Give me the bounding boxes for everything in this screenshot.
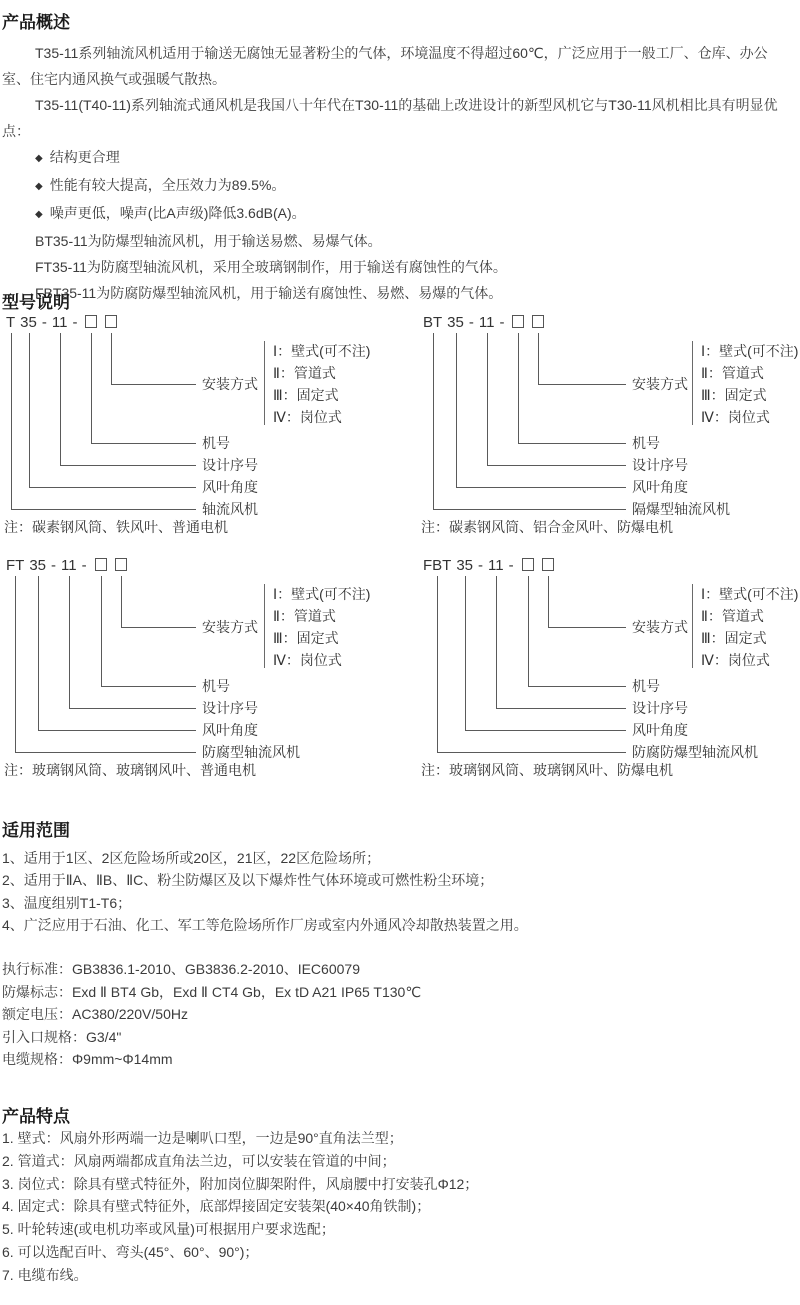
connector-line [456,333,457,487]
connector-line [548,576,549,627]
connector-line [465,576,466,730]
connector-line [437,576,438,752]
feature-item: 1. 壁式：风扇外形两端一边是喇叭口型，一边是90°直角法兰型； [2,1130,403,1146]
connector-line [433,509,626,510]
diagram-label: 防腐防爆型轴流风机 [632,744,758,760]
spec-lines [2,958,794,1071]
model-code [6,315,122,331]
connector-line [121,627,196,628]
model-code-token: 11 [61,557,77,574]
install-option: Ⅳ：岗位式 [701,409,770,425]
model-size-box-icon [105,315,117,328]
model-code-token: - [51,557,57,574]
connector-line [538,384,626,385]
diagram-label: 风叶角度 [202,479,258,495]
model-code [423,315,549,331]
diagram-label: 机号 [202,435,230,451]
section-heading-overview: 产品概述 [2,13,70,32]
model-size-box-icon [522,558,534,571]
model-diagrams [0,315,800,787]
model-code-token: - [508,557,514,574]
diamond-bullet-icon: ◆ [35,209,43,220]
connector-line [60,333,61,465]
section-heading-scope: 适用范围 [2,821,70,840]
connector-line [437,752,626,753]
connector-line [29,333,30,487]
install-option: Ⅱ：管道式 [273,608,336,624]
diamond-bullet-icon: ◆ [35,153,43,164]
connector-line [518,443,626,444]
connector-line [496,708,626,709]
connector-line [60,465,196,466]
section-heading-model: 型号说明 [2,293,70,312]
connector-line [496,576,497,708]
diagram-label: 安装方式 [202,376,258,392]
model-code [423,558,559,574]
feature-item: 2. 管道式：风扇两端都成直角法兰边，可以安装在管道的中间； [2,1152,396,1169]
model-code-token: T [6,314,16,331]
connector-line [528,686,626,687]
spec-line: 引入口规格：G3/4" [2,1028,122,1045]
options-bracket-line [264,341,265,425]
bullet-text: 性能有较大提高，全压效力为89.5%。 [49,177,286,193]
diagram-label: 安装方式 [202,619,258,635]
options-bracket-line [264,584,265,668]
connector-line [465,730,626,731]
connector-line [101,686,196,687]
model-code-token: - [478,557,484,574]
connector-line [518,333,519,443]
model-code-token: - [41,314,47,331]
diagram-label: 设计序号 [202,457,258,473]
overview-paragraph: T35-11系列轴流风机适用于输送无腐蚀无显著粉尘的气体，环境温度不得超过60℃，广泛应用于一般工厂、仓库、办公室、住宅内通风换气或强暖气散热。 [2,45,768,87]
connector-line [111,333,112,384]
model-code-token: BT [423,314,443,331]
model-code [6,558,132,574]
variant-note-line: FT35-11为防腐型轴流风机，采用全玻璃钢制作，用于输送有腐蚀性的气体。 [35,259,507,275]
diagram-label: 机号 [202,678,230,694]
connector-line [111,384,196,385]
connector-line [29,487,196,488]
feature-item: 4. 固定式：除具有壁式特征外，底部焊接固定安装架(40×40角铁制)； [2,1198,431,1215]
model-size-box-icon [85,315,97,328]
install-option: Ⅱ：管道式 [701,365,764,381]
connector-line [538,333,539,384]
model-code-token: 35 [456,557,474,574]
model-code-token: - [81,557,87,574]
diagram-label: 风叶角度 [202,722,258,738]
connector-line [101,576,102,686]
install-option: Ⅰ：壁式(可不注) [273,343,371,359]
spec-line: 电缆规格：Φ9mm~Φ14mm [2,1051,173,1068]
diamond-bullet-icon: ◆ [35,181,43,192]
connector-line [121,576,122,627]
diagram-label: 机号 [632,678,660,694]
feature-item: 3. 岗位式：除具有壁式特征外，附加岗位脚架附件，风扇腰中打安装孔Φ12； [2,1175,479,1192]
connector-line [69,708,196,709]
connector-line [15,576,16,752]
model-diagram-fbt35 [421,558,800,796]
model-size-box-icon [512,315,524,328]
spec-line: 额定电压：AC380/220V/50Hz [2,1006,188,1023]
connector-line [11,509,196,510]
install-option: Ⅰ：壁式(可不注) [701,343,799,359]
overview-bullet [2,200,794,228]
diagram-label: 设计序号 [202,700,258,716]
model-code-token: 35 [29,557,47,574]
feature-item: 6. 可以选配百叶、弯头(45°、60°、90°)； [2,1243,259,1260]
bullet-text: 结构更合理 [49,149,120,165]
install-option: Ⅲ：固定式 [273,630,339,646]
overview-bullet [2,172,794,200]
install-option: Ⅱ：管道式 [273,365,336,381]
install-option: Ⅲ：固定式 [273,387,339,403]
connector-line [69,576,70,708]
install-option: Ⅱ：管道式 [701,608,764,624]
diagram-label: 设计序号 [632,457,688,473]
scope-item: 1、适用于1区、2区危险场所或20区，21区，22区危险场所； [2,850,381,866]
section-heading-features: 产品特点 [2,1107,70,1126]
model-code-token: 11 [488,557,504,574]
connector-line [11,333,12,509]
scope-item: 3、温度组别T1-T6； [2,894,132,911]
model-code-token: 35 [20,314,37,331]
model-code-token: 35 [447,314,464,331]
model-code-token: FT [6,557,25,574]
connector-line [487,465,626,466]
bullet-text: 噪声更低，噪声(比A声级)降低3.6dB(A)。 [49,205,306,221]
overview-body [2,40,794,306]
diagram-note: 注：玻璃钢风筒、玻璃钢风叶、防爆电机 [421,762,673,778]
connector-line [528,576,529,686]
options-bracket-line [692,584,693,668]
connector-line [456,487,626,488]
diagram-label: 隔爆型轴流风机 [632,501,730,517]
diagram-label: 设计序号 [632,700,688,716]
model-code-token: - [468,314,474,331]
diagram-label: 轴流风机 [202,501,258,517]
spec-line: 防爆标志：Exd Ⅱ BT4 Gb，Exd Ⅱ CT4 Gb，Ex tD A21 IP65 T130℃ [2,983,422,1000]
install-option: Ⅲ：固定式 [701,630,767,646]
install-option: Ⅰ：壁式(可不注) [701,586,799,602]
model-size-box-icon [115,558,127,571]
connector-line [91,333,92,443]
connector-line [548,627,626,628]
spec-line: 执行标准：GB3836.1-2010、GB3836.2-2010、IEC60079 [2,961,360,977]
scope-item: 4、广泛应用于石油、化工、军工等危险场所作厂房或室内外通风冷却散热装置之用。 [2,917,528,934]
model-size-box-icon [95,558,107,571]
feature-item: 7. 电缆布线。 [2,1266,88,1283]
model-diagram-ft35 [4,558,383,796]
diagram-label: 机号 [632,435,660,451]
diagram-note: 注：碳素钢风筒、铁风叶、普通电机 [4,519,228,535]
model-code-token: 11 [51,314,68,331]
overview-paragraph: T35-11(T40-11)系列轴流式通风机是我国八十年代在T30-11的基础上改进设计的新型风机它与T30-11风机相比具有明显优点： [2,97,778,139]
connector-line [15,752,196,753]
model-code-token: FBT [423,557,452,574]
diagram-note: 注：玻璃钢风筒、玻璃钢风叶、普通电机 [4,762,256,778]
connector-line [91,443,196,444]
feature-item: 5. 叶轮转速(或电机功率或风量)可根据用户要求选配； [2,1221,335,1238]
diagram-label: 风叶角度 [632,479,688,495]
connector-line [38,730,196,731]
install-option: Ⅳ：岗位式 [701,652,770,668]
install-option: Ⅳ：岗位式 [273,652,342,668]
connector-line [433,333,434,509]
connector-line [38,576,39,730]
model-code-token: 11 [478,314,495,331]
connector-line [487,333,488,465]
diagram-label: 防腐型轴流风机 [202,744,300,760]
install-option: Ⅰ：壁式(可不注) [273,586,371,602]
diagram-label: 安装方式 [632,376,688,392]
model-code-token: - [499,314,505,331]
diagram-label: 安装方式 [632,619,688,635]
scope-items [2,847,794,937]
variant-note-line: BT35-11为防爆型轴流风机，用于输送易燃、易爆气体。 [35,233,382,249]
feature-items [2,1127,794,1287]
diagram-label: 风叶角度 [632,722,688,738]
variant-note-line: FBT35-11为防腐防爆型轴流风机，用于输送有腐蚀性、易燃、易爆的气体。 [35,285,503,301]
model-diagram-t35 [4,315,383,553]
options-bracket-line [692,341,693,425]
model-size-box-icon [542,558,554,571]
overview-bullet [2,144,794,172]
model-size-box-icon [532,315,544,328]
diagram-note: 注：碳素钢风筒、铝合金风叶、防爆电机 [421,519,673,535]
scope-item: 2、适用于ⅡA、ⅡB、ⅡC、粉尘防爆区及以下爆炸性气体环境或可燃性粉尘环境； [2,872,494,889]
install-option: Ⅲ：固定式 [701,387,767,403]
model-diagram-bt35 [421,315,800,553]
install-option: Ⅳ：岗位式 [273,409,342,425]
model-code-token: - [72,314,78,331]
